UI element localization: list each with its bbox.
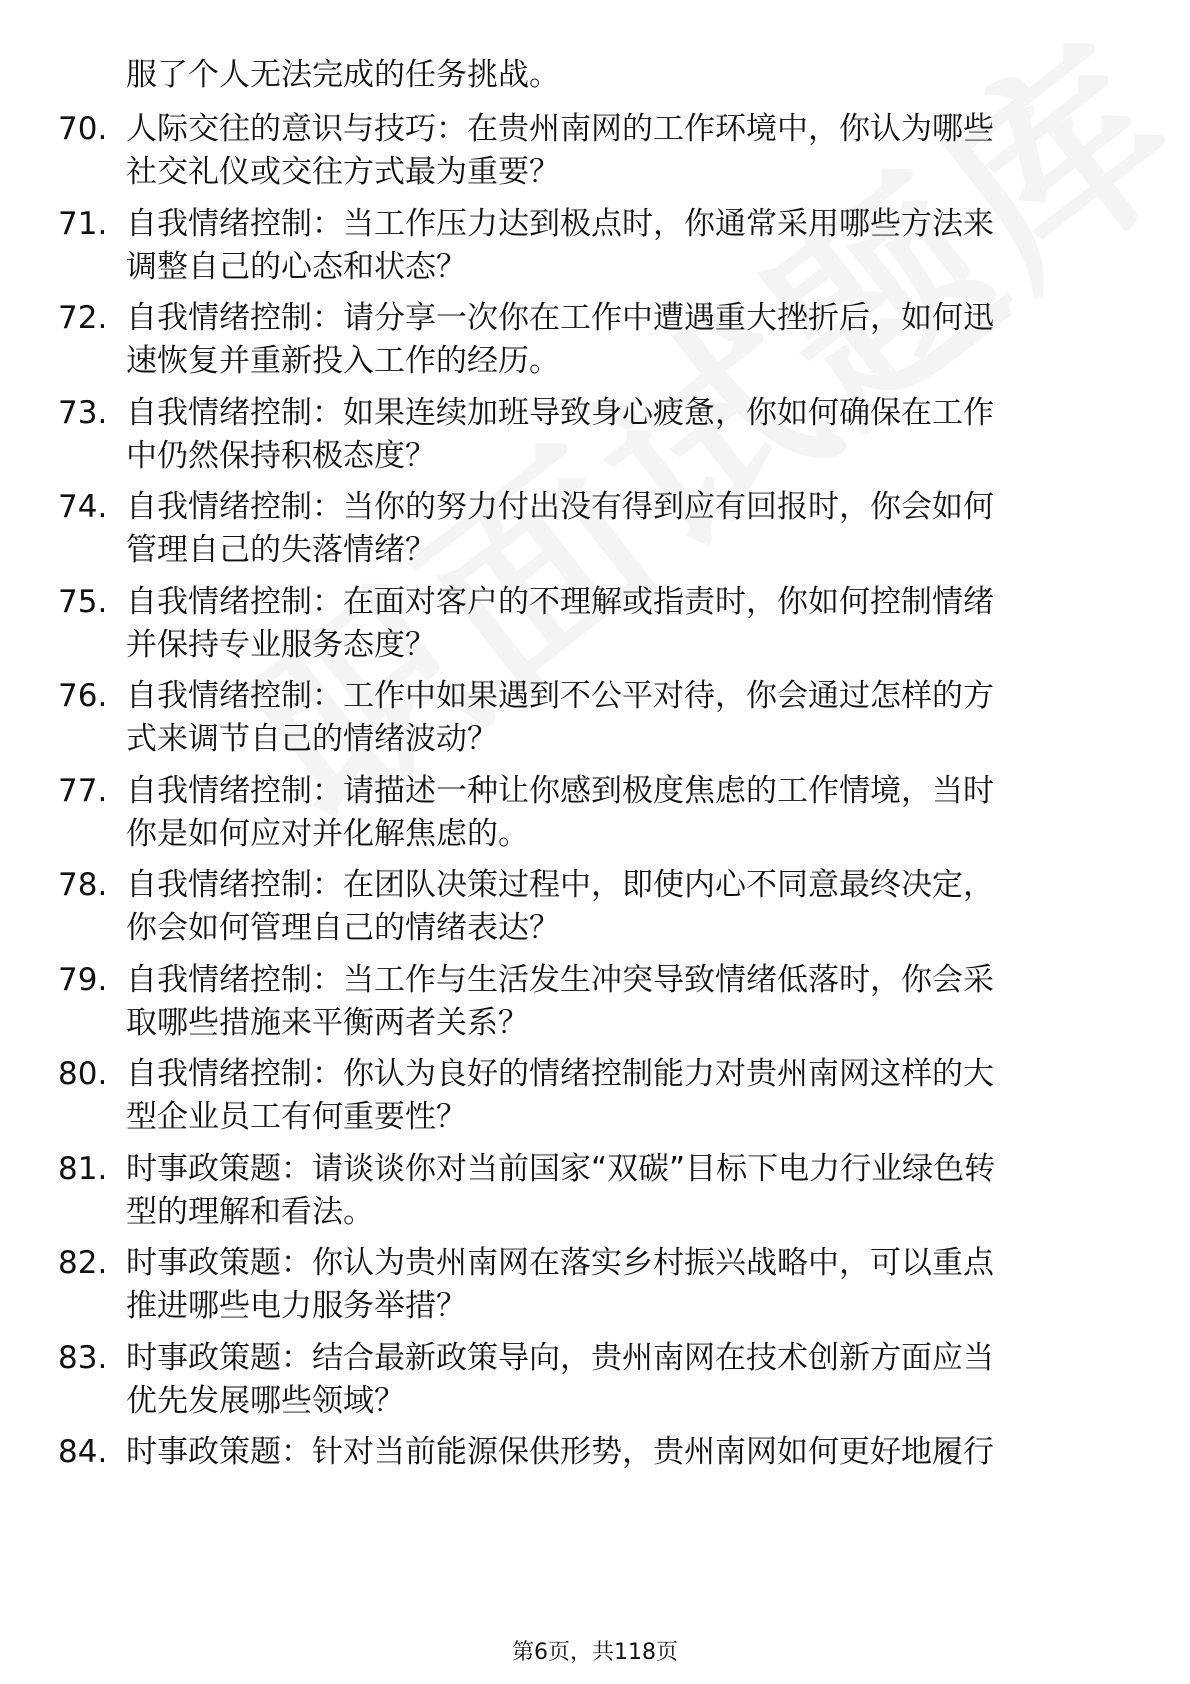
question-text-line: 自我情绪控制：你认为良好的情绪控制能力对贵州南网这样的大 bbox=[126, 1056, 994, 1092]
question-text bbox=[126, 392, 1116, 478]
question-number: 84. bbox=[58, 1434, 108, 1470]
question-text-line: 自我情绪控制：当工作与生活发生冲突导致情绪低落时，你会采 bbox=[126, 961, 994, 998]
question-text-line: 管理自己的失落情绪？ bbox=[126, 532, 436, 568]
question-number: 80. bbox=[58, 1056, 108, 1092]
question-text bbox=[126, 770, 1116, 856]
question-number: 77. bbox=[58, 772, 108, 809]
question-text-line: 自我情绪控制：工作中如果遇到不公平对待，你会通过怎样的方 bbox=[126, 678, 994, 714]
question-text-line: 自我情绪控制：在团队决策过程中，即使内心不同意最终决定， bbox=[126, 867, 994, 903]
question-number: 73. bbox=[58, 394, 108, 431]
question-text-line: 并保持专业服务态度？ bbox=[126, 626, 436, 663]
question-number: 70. bbox=[58, 111, 108, 147]
question-number: 74. bbox=[58, 489, 108, 525]
question-number: 82. bbox=[58, 1245, 108, 1281]
question-text-line: 自我情绪控制：请分享一次你在工作中遭遇重大挫折后，如何迅 bbox=[126, 300, 994, 336]
question-text bbox=[126, 1053, 1116, 1139]
question-text-line: 中仍然保持积极态度？ bbox=[126, 437, 436, 474]
question-text-line: 速恢复并重新投入工作的经历。 bbox=[126, 343, 560, 379]
question-text bbox=[126, 1242, 1116, 1328]
question-text bbox=[126, 959, 1116, 1045]
question-text-line: 型的理解和看法。 bbox=[126, 1193, 374, 1230]
question-text bbox=[126, 581, 1116, 667]
question-text bbox=[126, 297, 1116, 383]
question-text-line: 自我情绪控制：当你的努力付出没有得到应有回报时，你会如何 bbox=[126, 489, 994, 525]
question-text bbox=[126, 1148, 1116, 1234]
question-text-line: 推进哪些电力服务举措？ bbox=[126, 1288, 467, 1324]
question-text-line: 时事政策题：结合最新政策导向，贵州南网在技术创新方面应当 bbox=[126, 1339, 994, 1376]
question-text-line: 时事政策题：请谈谈你对当前国家“双碳”目标下电力行业绿色转 bbox=[126, 1150, 996, 1187]
question-number: 78. bbox=[58, 867, 108, 903]
question-text-line: 你会如何管理自己的情绪表达？ bbox=[126, 910, 560, 946]
question-number: 75. bbox=[58, 583, 108, 620]
question-text bbox=[126, 203, 1116, 289]
question-text-line: 式来调节自己的情绪波动？ bbox=[126, 721, 498, 757]
question-text-line: 时事政策题：你认为贵州南网在落实乡村振兴战略中，可以重点 bbox=[126, 1245, 994, 1281]
continuation-line: 服了个人无法完成的任务挑战。 bbox=[126, 57, 560, 93]
question-text bbox=[126, 1431, 1116, 1474]
question-text-line: 时事政策题：针对当前能源保供形势，贵州南网如何更好地履行 bbox=[126, 1434, 994, 1470]
question-text-line: 自我情绪控制：请描述一种让你感到极度焦虑的工作情境，当时 bbox=[126, 772, 994, 809]
question-text bbox=[126, 675, 1116, 761]
question-text-line: 调整自己的心态和状态？ bbox=[126, 248, 467, 285]
question-text-line: 型企业员工有何重要性？ bbox=[126, 1099, 467, 1135]
question-text bbox=[126, 1337, 1116, 1423]
question-number: 71. bbox=[58, 205, 108, 242]
question-text-line: 人际交往的意识与技巧：在贵州南网的工作环境中，你认为哪些 bbox=[126, 111, 994, 147]
question-text-line: 自我情绪控制：在面对客户的不理解或指责时，你如何控制情绪 bbox=[126, 583, 994, 620]
question-text-line: 自我情绪控制：当工作压力达到极点时，你通常采用哪些方法来 bbox=[126, 205, 994, 242]
question-number: 79. bbox=[58, 961, 108, 998]
question-text-line: 取哪些措施来平衡两者关系？ bbox=[126, 1004, 529, 1041]
question-text-line: 自我情绪控制：如果连续加班导致身心疲惫，你如何确保在工作 bbox=[126, 394, 994, 431]
question-number: 81. bbox=[58, 1150, 108, 1187]
question-number: 83. bbox=[58, 1339, 108, 1376]
question-text bbox=[126, 108, 1116, 194]
question-text bbox=[126, 864, 1116, 950]
question-text-line: 你是如何应对并化解焦虑的。 bbox=[126, 815, 529, 852]
page-footer: 第6页，共118页 bbox=[512, 1640, 678, 1665]
question-number: 72. bbox=[58, 300, 108, 336]
question-number: 76. bbox=[58, 678, 108, 714]
question-text-line: 社交礼仪或交往方式最为重要？ bbox=[126, 154, 560, 190]
question-text bbox=[126, 486, 1116, 572]
question-text-line: 优先发展哪些领域？ bbox=[126, 1382, 405, 1419]
